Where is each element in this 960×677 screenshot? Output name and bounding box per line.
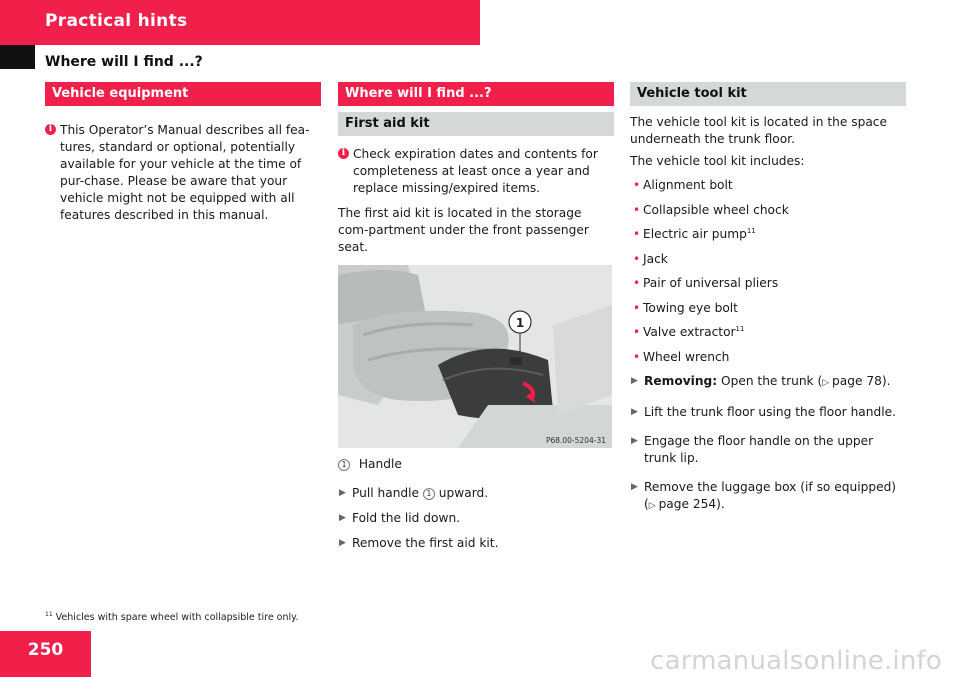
step-text: Engage the floor handle on the upper trunk lip. bbox=[644, 434, 874, 465]
legend-callout-number: 1 bbox=[338, 459, 350, 471]
column-first-aid-kit bbox=[338, 82, 614, 552]
footnote-number: 11 bbox=[45, 610, 53, 618]
column-vehicle-equipment bbox=[45, 82, 321, 224]
photo-callout-1: 1 bbox=[515, 316, 525, 330]
footnote-ref: 11 bbox=[746, 226, 756, 235]
triangle-right-icon: ▶ bbox=[631, 407, 638, 417]
triangle-right-icon: ▶ bbox=[631, 482, 638, 492]
tool-kit-includes-text: The vehicle tool kit includes: bbox=[630, 154, 805, 168]
tool-kit-location-text: The vehicle tool kit is located in the space underneath the trunk floor. bbox=[630, 115, 887, 146]
column-vehicle-tool-kit bbox=[630, 82, 906, 515]
info-note-text: This Operator’s Manual describes all fea-tures, standard or optional, potentially available for your vehicle at the time of pur-chase. Please be aware that your vehicle might not be equipped with all features described in this manual. bbox=[60, 123, 310, 222]
list-item: • Collapsible wheel chock bbox=[633, 202, 789, 217]
footnote-ref: 11 bbox=[735, 324, 745, 333]
info-note-text: Check expiration dates and contents for completeness at least once a year and replace missing/expired items. bbox=[353, 147, 598, 195]
step-lift-floor bbox=[630, 404, 906, 421]
page-reference-link[interactable]: page 78 bbox=[832, 374, 882, 388]
list-item: • Valve extractor$^{11}$ bbox=[633, 324, 745, 339]
step-engage-handle bbox=[630, 433, 906, 467]
list-item: • Jack bbox=[633, 251, 668, 266]
list-item: • Towing eye bolt bbox=[633, 300, 738, 315]
step-pull-handle bbox=[338, 485, 614, 502]
step-fold-lid bbox=[338, 510, 614, 527]
first-aid-location-text: The first aid kit is located in the storage com-partment under the front passenger seat. bbox=[338, 206, 589, 254]
info-note bbox=[45, 122, 321, 224]
step-remove-luggage-box: ▶ Remove the luggage box (if so equipped) (▷ page 254). bbox=[631, 480, 897, 511]
step-text: upward. bbox=[434, 486, 489, 500]
chapter-title: Practical hints bbox=[45, 11, 188, 31]
tool-kit-list bbox=[630, 177, 906, 366]
step-remove-kit bbox=[338, 535, 614, 552]
seat-storage-photo bbox=[338, 265, 612, 448]
seat-illustration bbox=[338, 265, 612, 448]
figure-legend bbox=[338, 456, 614, 473]
step-bold-label: Removing: bbox=[644, 374, 718, 388]
footnote bbox=[45, 612, 298, 623]
info-icon: i bbox=[338, 148, 349, 159]
list-item: • Pair of universal pliers bbox=[633, 276, 779, 290]
section-title: Where will I find ...? bbox=[45, 54, 203, 70]
subheading-first-aid-kit: First aid kit bbox=[338, 112, 614, 136]
triangle-right-icon: ▶ bbox=[339, 513, 346, 523]
legend-text: Handle bbox=[358, 457, 402, 471]
list-item: • Electric air pump$^{11}$ bbox=[633, 226, 756, 241]
page-reference-triangle-icon: ▷ bbox=[822, 378, 833, 388]
triangle-right-icon: ▶ bbox=[631, 376, 638, 386]
step-text: Fold the lid down. bbox=[352, 511, 461, 525]
step-text: Lift the trunk floor using the floor handle. bbox=[644, 405, 896, 419]
footnote-text: Vehicles with spare wheel with collapsible tire only. bbox=[55, 612, 299, 623]
triangle-right-icon: ▶ bbox=[631, 436, 638, 446]
photo-code: P68.00-5204-31 bbox=[545, 436, 606, 445]
step-text: Pull handle bbox=[352, 486, 423, 500]
watermark: carmanualsonline.info bbox=[650, 646, 942, 676]
section-tab-marker bbox=[0, 45, 35, 69]
page-reference-triangle-icon: ▷ bbox=[648, 501, 659, 511]
triangle-right-icon: ▶ bbox=[339, 538, 346, 548]
list-item: • Alignment bolt bbox=[633, 178, 733, 192]
page-reference-link[interactable]: page 254 bbox=[658, 497, 717, 511]
page-number: 250 bbox=[27, 640, 64, 660]
list-item: • Wheel wrench bbox=[633, 349, 730, 364]
step-callout-number: 1 bbox=[423, 488, 435, 500]
chapter-header-bar bbox=[0, 0, 480, 45]
step-text: Remove the first aid kit. bbox=[352, 536, 499, 550]
info-note bbox=[338, 146, 614, 197]
page-number-box bbox=[0, 631, 91, 677]
heading-where-will-i-find: Where will I find ...? bbox=[338, 82, 614, 106]
triangle-right-icon: ▶ bbox=[339, 488, 346, 498]
heading-vehicle-equipment: Vehicle equipment bbox=[45, 82, 321, 106]
info-icon: i bbox=[45, 124, 56, 135]
step-removing: ▶ Removing: Open the trunk (▷ page 78). bbox=[631, 374, 891, 388]
heading-vehicle-tool-kit: Vehicle tool kit bbox=[630, 82, 906, 106]
